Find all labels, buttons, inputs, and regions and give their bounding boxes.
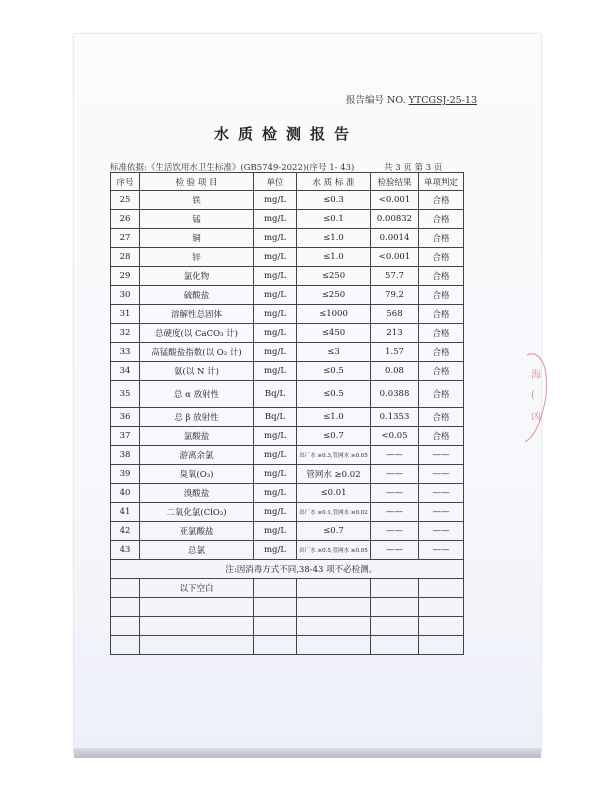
row-no: 26 [111,210,140,229]
row-no: 30 [111,286,140,305]
row-standard: ≤450 [297,324,371,343]
row-standard: ≤1000 [297,305,371,324]
row-item: 铜 [140,229,254,248]
empty-cell [419,617,464,636]
table-header-row [111,173,464,191]
table-row [111,446,464,465]
row-item: 锰 [140,210,254,229]
row-item: 溴酸盐 [140,484,254,503]
empty-cell [371,636,419,655]
empty-cell [371,598,419,617]
row-unit: mg/L [254,503,297,522]
paper-edge [74,748,541,758]
row-standard: ≤0.7 [297,522,371,541]
row-verdict: 合格 [419,343,464,362]
empty-cell [297,579,371,598]
row-result: <0.001 [371,248,419,267]
report-title: 水质检测报告 [214,125,359,143]
table-row [111,503,464,522]
row-result: 0.0388 [371,381,419,408]
report-number-value: YTCGSJ-25-13 [408,95,478,106]
row-no: 36 [111,408,140,427]
row-item: 二氧化氯(ClO₂) [140,503,254,522]
row-unit: mg/L [254,229,297,248]
row-unit: mg/L [254,191,297,210]
row-item: 总氯 [140,541,254,560]
row-unit: mg/L [254,427,297,446]
row-result: —— [371,465,419,484]
table-row [111,248,464,267]
row-standard: ≤250 [297,267,371,286]
table-row [111,324,464,343]
row-standard: ≤250 [297,286,371,305]
row-item: 总 β 放射性 [140,408,254,427]
row-item: 臭氧(O₃) [140,465,254,484]
row-no: 41 [111,503,140,522]
empty-cell [297,598,371,617]
empty-cell [371,617,419,636]
row-standard: ≤0.7 [297,427,371,446]
row-verdict: 合格 [419,408,464,427]
row-verdict: —— [419,465,464,484]
row-verdict: 合格 [419,191,464,210]
row-result: 568 [371,305,419,324]
empty-cell [419,598,464,617]
row-result: —— [371,541,419,560]
row-unit: Bq/L [254,408,297,427]
table-row [111,541,464,560]
row-result: 0.00832 [371,210,419,229]
row-no: 28 [111,248,140,267]
row-standard: 出厂水 ≥0.1,管网水 ≥0.02 [297,503,371,522]
empty-cell [419,579,464,598]
svg-text:凶: 凶 [531,412,541,423]
svg-text:(: ( [531,390,535,401]
row-unit: mg/L [254,446,297,465]
table-row [111,229,464,248]
row-result: 57.7 [371,267,419,286]
header-item: 检 验 项 目 [140,173,254,191]
row-item: 氯酸盐 [140,427,254,446]
row-result: 79.2 [371,286,419,305]
row-result: —— [371,503,419,522]
table-row-empty [111,579,464,598]
empty-cell [111,636,140,655]
table-row-empty [111,636,464,655]
row-result: <0.001 [371,191,419,210]
empty-cell [419,636,464,655]
row-item: 氯化物 [140,267,254,286]
row-no: 35 [111,381,140,408]
row-no: 29 [111,267,140,286]
page-count: 共 3 页 第 3 页 [384,163,443,173]
row-item: 溶解性总固体 [140,305,254,324]
table-row [111,305,464,324]
row-result: 1.57 [371,343,419,362]
table-row [111,522,464,541]
results-table [110,172,464,655]
row-standard: 出厂水 ≥0.5,管网水 ≥0.05 [297,541,371,560]
row-verdict: 合格 [419,305,464,324]
empty-cell [254,617,297,636]
row-verdict: 合格 [419,210,464,229]
row-verdict: 合格 [419,267,464,286]
row-item: 硫酸盐 [140,286,254,305]
row-no: 43 [111,541,140,560]
row-no: 42 [111,522,140,541]
row-unit: mg/L [254,324,297,343]
row-unit: mg/L [254,305,297,324]
table-row [111,560,464,579]
row-unit: mg/L [254,465,297,484]
row-item: 总 α 放射性 [140,381,254,408]
row-no: 39 [111,465,140,484]
row-standard: ≤3 [297,343,371,362]
row-standard: ≤0.5 [297,381,371,408]
table-row [111,362,464,381]
row-standard: ≤1.0 [297,229,371,248]
empty-cell [254,598,297,617]
header-verdict: 单项判定 [419,173,464,191]
row-result: —— [371,446,419,465]
row-verdict: —— [419,503,464,522]
empty-cell [111,598,140,617]
row-unit: mg/L [254,343,297,362]
row-result: 0.08 [371,362,419,381]
row-standard: ≤1.0 [297,248,371,267]
table-row [111,381,464,408]
row-verdict: 合格 [419,229,464,248]
row-item: 铁 [140,191,254,210]
row-result: —— [371,484,419,503]
row-standard: ≤0.1 [297,210,371,229]
row-unit: mg/L [254,541,297,560]
table-row [111,191,464,210]
row-no: 31 [111,305,140,324]
row-standard: ≤0.5 [297,362,371,381]
row-item: 游离余氯 [140,446,254,465]
red-stamp-seal [523,350,549,445]
row-verdict: 合格 [419,362,464,381]
row-verdict: —— [419,446,464,465]
header-result: 检验结果 [371,173,419,191]
table-row [111,484,464,503]
row-no: 34 [111,362,140,381]
empty-cell [111,579,140,598]
row-verdict: 合格 [419,381,464,408]
table-row [111,408,464,427]
empty-cell [140,636,254,655]
row-verdict: 合格 [419,286,464,305]
row-item: 亚氯酸盐 [140,522,254,541]
table-row [111,343,464,362]
table-row [111,427,464,446]
row-standard: ≤0.01 [297,484,371,503]
row-no: 27 [111,229,140,248]
empty-cell [140,598,254,617]
row-unit: mg/L [254,267,297,286]
row-unit: Bq/L [254,381,297,408]
row-unit: mg/L [254,362,297,381]
header-standard: 水 质 标 准 [297,173,371,191]
row-no: 37 [111,427,140,446]
report-number [346,92,477,106]
row-standard: ≤1.0 [297,408,371,427]
empty-cell [297,636,371,655]
row-unit: mg/L [254,210,297,229]
row-unit: mg/L [254,522,297,541]
row-item: 氨(以 N 计) [140,362,254,381]
empty-cell [371,579,419,598]
row-item: 高锰酸盐指数(以 O₂ 计) [140,343,254,362]
table-row [111,267,464,286]
row-result: 0.1353 [371,408,419,427]
row-item: 总硬度(以 CaCO₃ 计) [140,324,254,343]
header-no: 序号 [111,173,140,191]
row-result: —— [371,522,419,541]
table-row [111,210,464,229]
row-verdict: —— [419,522,464,541]
table-row-empty [111,598,464,617]
empty-cell [111,617,140,636]
row-no: 38 [111,446,140,465]
svg-text:海: 海 [531,370,541,381]
table-row [111,286,464,305]
blank-below-label: 以下空白 [140,579,254,598]
row-verdict: 合格 [419,248,464,267]
row-unit: mg/L [254,484,297,503]
row-unit: mg/L [254,286,297,305]
row-verdict: —— [419,541,464,560]
row-verdict: —— [419,484,464,503]
empty-cell [254,579,297,598]
empty-cell [297,617,371,636]
row-standard: 管网水 ≥0.02 [297,465,371,484]
row-verdict: 合格 [419,324,464,343]
row-no: 25 [111,191,140,210]
empty-cell [254,636,297,655]
row-result: <0.05 [371,427,419,446]
standard-basis: 标准依据:《生活饮用水卫生标准》(GB5749-2022)(序号 1- 43) [110,163,355,173]
row-no: 33 [111,343,140,362]
header-unit: 单位 [254,173,297,191]
row-item: 锌 [140,248,254,267]
row-standard: 出厂水 ≥0.3,管网水 ≥0.05 [297,446,371,465]
row-no: 32 [111,324,140,343]
row-verdict: 合格 [419,427,464,446]
table-row-empty [111,617,464,636]
note-spacer-cell [111,560,140,579]
empty-cell [140,617,254,636]
row-standard: ≤0.3 [297,191,371,210]
report-number-label: 报告编号 NO. [346,95,406,106]
row-result: 213 [371,324,419,343]
table-row [111,465,464,484]
row-unit: mg/L [254,248,297,267]
row-no: 40 [111,484,140,503]
table-note: 注:因消毒方式不同,38-43 项不必检测。 [140,560,464,579]
row-result: 0.0014 [371,229,419,248]
